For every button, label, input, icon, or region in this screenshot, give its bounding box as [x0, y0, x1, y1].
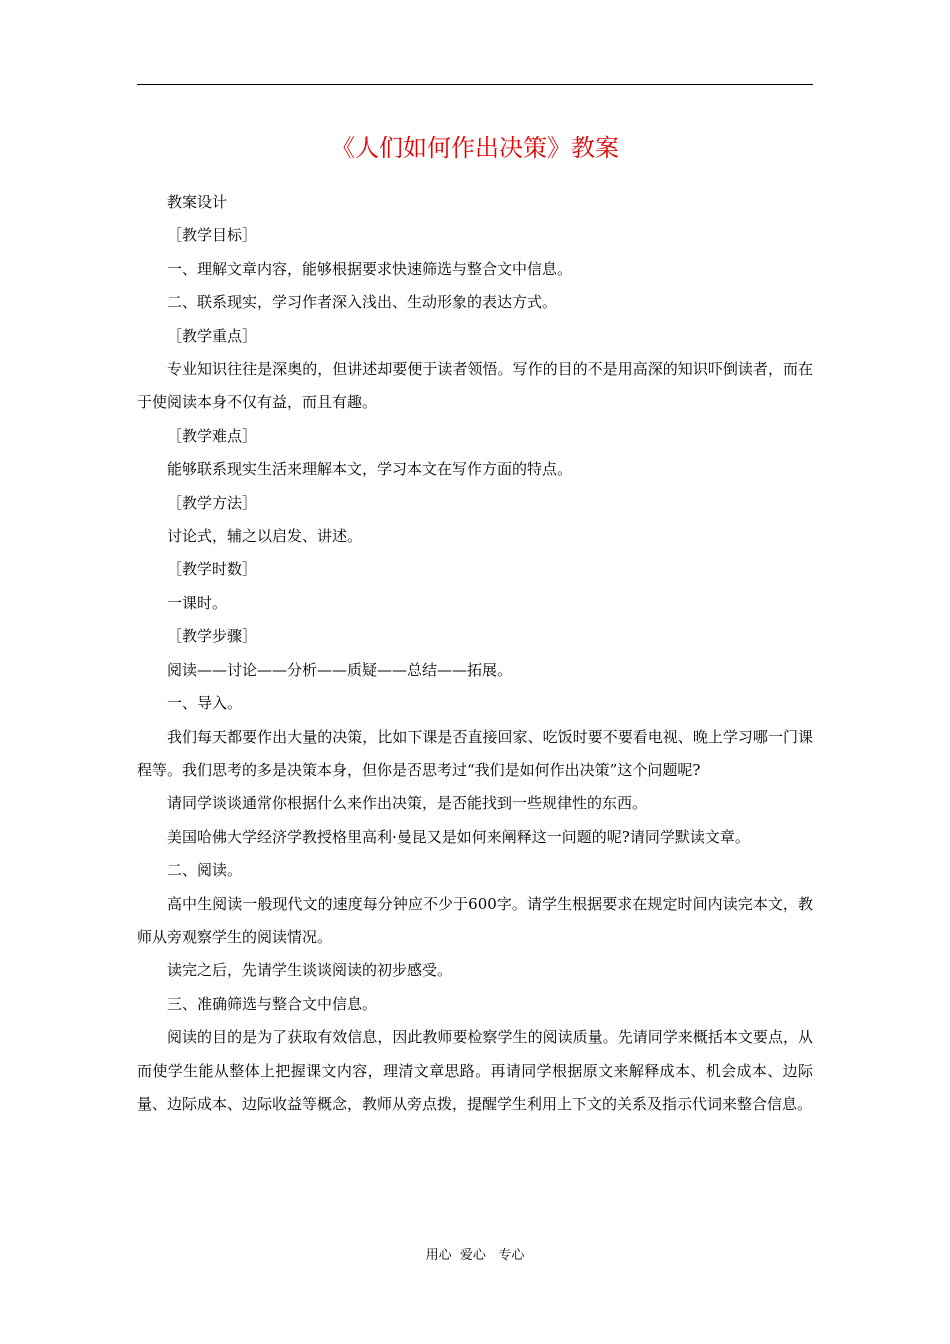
paragraph: 二、联系现实，学习作者深入浅出、生动形象的表达方式。	[167, 293, 558, 312]
header-rule	[137, 84, 813, 85]
paragraph: 能够联系现实生活来理解本文，学习本文在写作方面的特点。	[167, 460, 573, 479]
paragraph: 三、准确筛选与整合文中信息。	[167, 994, 378, 1013]
page-title: 《人们如何作出决策》教案	[331, 134, 619, 162]
section-heading: ［教学重点］	[167, 326, 258, 345]
paragraph: 教案设计	[167, 193, 228, 211]
paragraph: 阅读的目的是为了获取有效信息，因此教师要检察学生的阅读质量。先请同学来概括本文要点，从而使学生能从整体上把握课文内容，理清文章思路。再请同学根据原文来解释成本、机会成本、边际量、边际成本、边际收益等概念，教师从旁点拨，提醒学生利用上下文的关系及指示代词来整合信息。	[137, 1028, 813, 1113]
section-heading: ［教学时数］	[167, 560, 258, 579]
section-heading: ［教学目标］	[167, 226, 258, 245]
paragraph: 一、导入。	[167, 694, 243, 713]
section-heading: ［教学步骤］	[167, 627, 258, 646]
paragraph: 阅读——讨论——分析——质疑——总结——拓展。	[167, 660, 513, 679]
paragraph: 读完之后，先请学生谈谈阅读的初步感受。	[167, 961, 453, 980]
paragraph: 请同学谈谈通常你根据什么来作出决策，是否能找到一些规律性的东西。	[167, 794, 648, 813]
paragraph: 二、阅读。	[167, 861, 243, 880]
paragraph: 一课时。	[167, 593, 228, 612]
section-heading: ［教学方法］	[167, 493, 258, 512]
page-footer: 用心 爱心 专心	[425, 1248, 525, 1263]
paragraph: 一、理解文章内容，能够根据要求快速筛选与整合文中信息。	[167, 259, 573, 278]
paragraph: 美国哈佛大学经济学教授格里高利·曼昆又是如何来阐释这一问题的呢?请同学默读文章。	[167, 827, 750, 846]
document-body	[137, 186, 813, 1121]
section-heading: ［教学难点］	[167, 426, 258, 445]
paragraph: 我们每天都要作出大量的决策，比如下课是否直接回家、吃饭时要不要看电视、晚上学习哪一门课程等。我们思考的多是决策本身，但你是否思考过“我们是如何作出决策”这个问题呢?	[137, 727, 813, 779]
paragraph: 专业知识往往是深奥的，但讲述却要便于读者领悟。写作的目的不是用高深的知识吓倒读者，而在于使阅读本身不仅有益，而且有趣。	[137, 360, 813, 412]
paragraph: 高中生阅读一般现代文的速度每分钟应不少于600字。请学生根据要求在规定时间内读完本文，教师从旁观察学生的阅读情况。	[137, 894, 813, 946]
paragraph: 讨论式，辅之以启发、讲述。	[167, 527, 363, 546]
